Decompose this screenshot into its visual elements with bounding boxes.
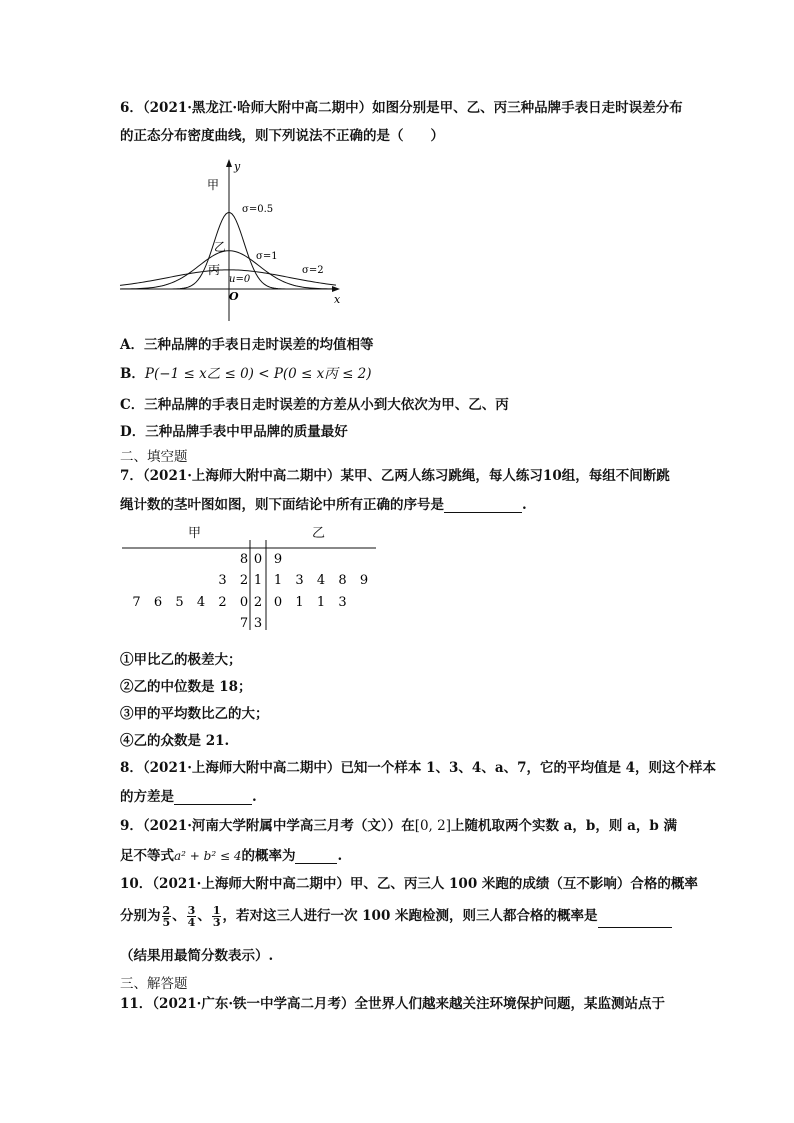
q7-answer-blank [444,498,522,513]
q10-fraction-1-den: 5 [162,916,171,929]
q6-source: （2021·黑龙江·哈师大附中高二期中） [142,100,373,116]
q9-answer-blank [295,849,337,864]
curve-jia-sigma: σ=0.5 [242,204,274,215]
y-axis-arrow-icon [226,159,232,167]
q10-stem-text-2a: 分别为 [120,908,161,924]
q11-number: 11． [120,996,153,1012]
leaf-left: 4 [196,595,206,610]
q11-stem-text-1: 全世界人们越来越关注环境保护问题，某监测站点于 [354,996,666,1012]
q7-statement-2: ②乙的中位数是 18； [120,679,252,695]
q10-fraction-1-num: 2 [162,904,171,917]
q9-interval: [0, 2] [414,818,451,834]
q10-line1 [120,872,698,892]
q9-source: （2021·河南大学附属中学高三月考（文）） [142,818,402,834]
y-axis-label: y [234,160,241,173]
stem-leaf-plot [120,540,378,630]
leaf-right: 3 [295,573,304,588]
leaf-right: 1 [273,573,283,588]
q10-stem-text-1: 甲、乙、丙三人 100 米跑的成绩（互不影响）合格的概率 [349,876,698,892]
leaf-right: 8 [338,573,347,588]
stem-value: 1 [253,573,263,588]
q7-stem-text-2: 绳计数的茎叶图如图，则下面结论中所有正确的序号是 [120,497,444,513]
q10-fraction-2 [187,905,197,928]
leaf-left: 7 [132,595,141,610]
leaf-right: 1 [316,595,326,610]
q6-number: 6． [120,100,143,116]
q6-option-c: C．三种品牌的手表日走时误差的方差从小到大依次为甲、乙、丙 [120,397,509,413]
section-fill-in-blank-heading: 二、填空题 [120,449,188,465]
q8-number: 8． [120,760,143,776]
leaf-left: 8 [239,552,249,567]
section-solution-heading: 三、解答题 [120,976,188,992]
q8-stem-text-2: 的方差是 [120,789,174,805]
q11-line1 [120,992,665,1012]
stem-leaf-left-header: 甲 [188,526,202,541]
q7-number: 7． [120,468,143,484]
q7-line2 [120,493,527,513]
stem-value: 2 [253,595,263,610]
q10-line2: 分别为 $\frac{2}{5}$ 、 $\frac{3}{4}$ 、 $\frac{1}{3}$ ，若对这三人进行一次 100 米跑检测，则三人都合格的概率是 [120,904,672,928]
q9-line2 [120,844,342,864]
leaf-right: 1 [295,595,304,610]
q8-line1 [120,756,716,776]
q6-option-a: A．三种品牌的手表日走时误差的均值相等 [120,337,374,353]
leaf-left: 6 [153,595,163,610]
q9-stem-text-1a: 在 [401,818,415,834]
q7-statement-3: ③甲的平均数比乙的大； [120,706,269,722]
curve-bing-label: 丙 [208,263,221,277]
q7-statement-1: ①甲比乙的极差大； [120,652,242,668]
q10-fraction-3 [212,905,222,928]
leaf-left: 2 [239,573,249,588]
stem-leaf-right-header: 乙 [312,526,326,541]
q10-fraction-2-num: 3 [187,904,196,917]
q9-stem-text-2b: 的概率为 [241,848,296,864]
q10-fraction-1 [162,905,172,928]
q9-number: 9． [120,818,143,834]
q9-stem-text-2a: 足不等式 [120,848,174,864]
normal-distribution-figure [118,155,350,325]
leaf-left: 2 [218,595,227,610]
q10-stem-text-2b: ，若对这三人进行一次 100 米跑检测，则三人都合格的概率是 [222,908,598,924]
q9-inequality: a² + b² ≤ 4 [174,849,242,863]
q8-period: . [252,789,257,805]
q7-line1 [120,464,670,484]
q10-fraction-2-den: 4 [187,916,196,929]
curve-yi-sigma: σ=1 [256,251,278,262]
leaf-right: 0 [273,595,283,610]
q7-period: . [522,497,527,513]
q6-option-d: D．三种品牌手表中甲品牌的质量最好 [120,424,348,440]
leaf-left: 3 [218,573,227,588]
q6-line2: 的正态分布密度曲线，则下列说法不正确的是（ ） [120,128,444,144]
q9-period: . [337,848,343,864]
curve-bing-sigma: σ=2 [302,265,324,276]
q9-stem-text-1b: 上随机取两个实数 a，b，则 a，b 满 [450,818,677,834]
leaf-left: 7 [239,616,249,630]
leaf-right: 9 [359,573,369,588]
stem-value: 0 [253,552,263,567]
q11-source: （2021·广东·铁一中学高二月考） [152,996,355,1012]
q10-fraction-3-den: 3 [212,916,221,929]
origin-label: O [229,290,239,303]
q7-source: （2021·上海师大附中高二期中） [142,468,341,484]
q6-stem-text-1: 如图分别是甲、乙、丙三种品牌手表日走时误差分布 [372,100,683,116]
leaf-left: 5 [175,595,184,610]
q10-source: （2021·上海师大附中高二期中） [152,876,350,892]
leaf-left: 0 [239,595,249,610]
curve-yi-label: 乙 [214,240,227,254]
q10-answer-blank [598,913,672,928]
mu-label: u=0 [229,274,251,285]
q7-stem-text-1: 某甲、乙两人练习跳绳，每人练习10组，每组不间断跳 [340,468,670,484]
q10-fraction-3-num: 1 [212,904,221,917]
q6-line1 [120,96,683,116]
leaf-right: 3 [338,595,347,610]
q8-stem-text-1: 已知一个样本 1、3、4、a、7，它的平均值是 4，则这个样本 [340,760,717,776]
leaf-right: 4 [316,573,326,588]
stem-value: 3 [253,616,263,630]
leaf-right: 9 [273,552,283,567]
q8-answer-blank [174,790,252,805]
q8-source: （2021·上海师大附中高二期中） [142,760,341,776]
q9-line1 [120,814,677,834]
curve-jia-label: 甲 [207,178,220,192]
q6-option-b-prefix: B． [120,366,145,382]
x-axis-label: x [334,293,341,306]
q10-number: 10． [120,876,153,892]
q6-option-b-formula: P(−1 ≤ x乙 ≤ 0) < P(0 ≤ x丙 ≤ 2) [144,366,372,382]
q6-option-b [120,362,372,382]
q7-statement-4: ④乙的众数是 21. [120,733,230,749]
q8-line2 [120,785,257,805]
q10-line3: （结果用最简分数表示）. [120,948,274,964]
